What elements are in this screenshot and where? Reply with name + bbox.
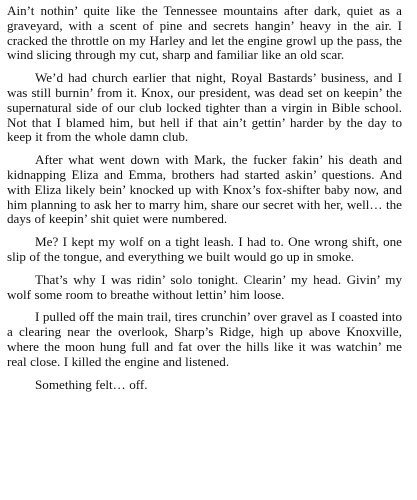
paragraph-1: Ain’t nothin’ quite like the Tennessee mountains after dark, quiet as a graveyard, with a scent of pine and secrets hangin’ heavy in the air. I cracked the throttle on my Harley and let the engine growl up the pass, the wind slicing through my cut, sharp and familiar like an old scar. — [7, 3, 402, 63]
paragraph-3: After what went down with Mark, the fucker fakin’ his death and kidnapping Eliza and Emma, brothers had started askin’ questions. And with Eliza likely bein’ knocked up with Knox’s fox-shifter baby now, and him planning to ask her to marry him, share our secret with her, well… the days of keepin’ shit quiet were numbered. — [7, 152, 402, 227]
paragraph-7: Something felt… off. — [35, 376, 148, 392]
paragraph-2: We’d had church earlier that night, Royal Bastards’ business, and I was still burnin’ from it. Knox, our president, was dead set on keepin’ the supernatural side of our club locked tighter than a virgin in Bible school. Not that I blamed him, but hell if that ain’t gettin’ harder by the day to keep it from the whole damn club. — [7, 70, 402, 145]
paragraph-6: I pulled off the main trail, tires crunchin’ over gravel as I coasted into a clearing near the overlook, Sharp’s Ridge, high up above Knoxville, where the moon hung full and fat over the hills like it was watchin’ me real close. I killed the engine and listened. — [7, 309, 402, 369]
paragraph-5: That’s why I was ridin’ solo tonight. Clearin’ my head. Givin’ my wolf some room to breathe without lettin’ him loose. — [7, 271, 402, 302]
paragraph-4: Me? I kept my wolf on a tight leash. I had to. One wrong shift, one slip of the tongue, and everything we built would go up in smoke. — [7, 234, 402, 264]
